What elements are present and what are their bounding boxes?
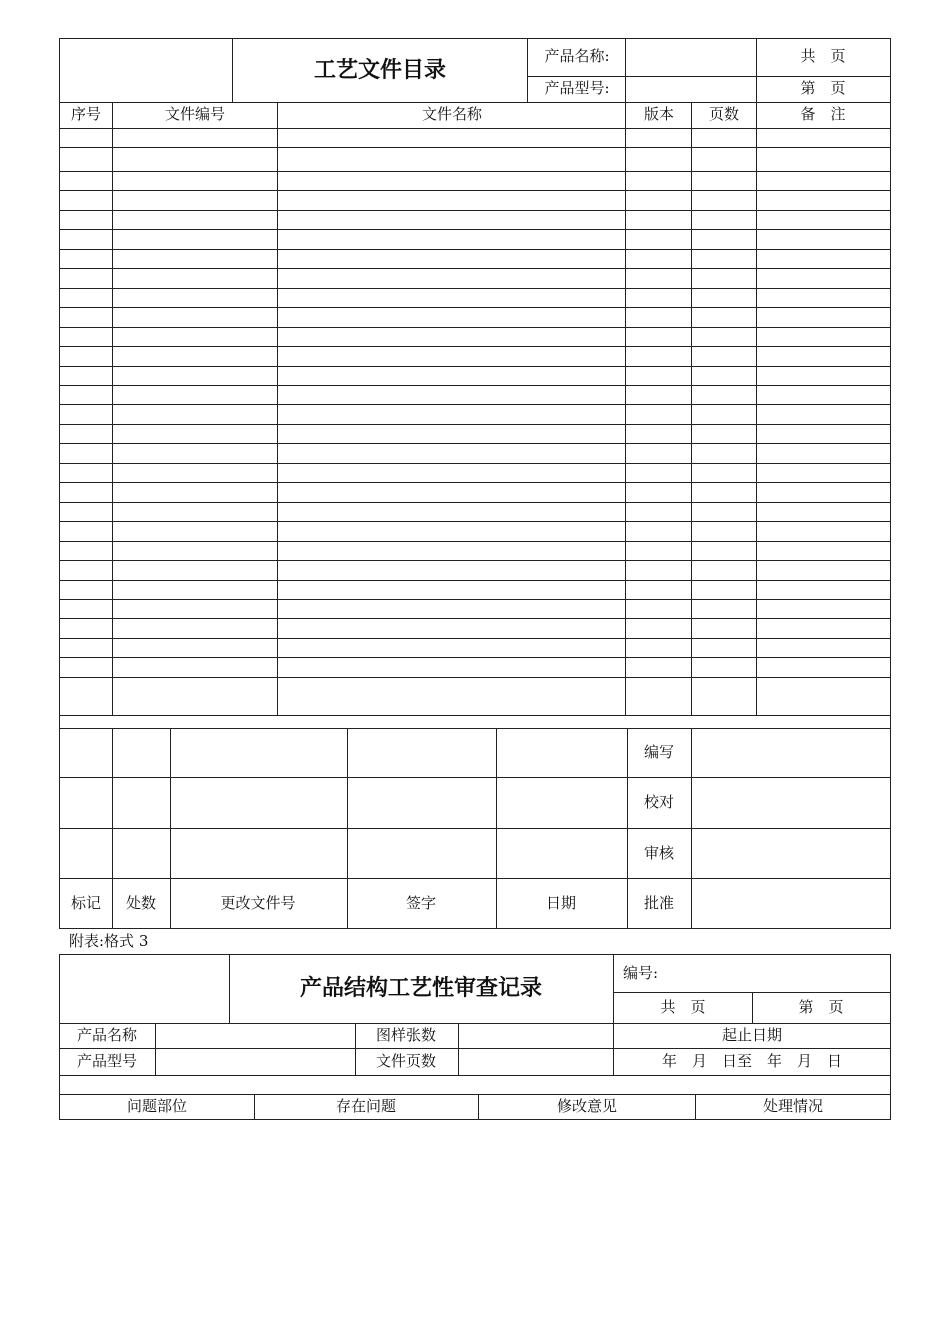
grid-line [347,728,348,929]
change-column-header: 签字 [405,894,437,912]
drawing-count-label: 图样张数 [375,1026,437,1044]
review-column-header: 处理情况 [762,1097,824,1115]
grid-line [59,728,891,729]
grid-line [625,38,626,102]
table-row-line [59,599,891,600]
table-row-line [59,657,891,658]
grid-line [458,1023,459,1075]
review-label: 审核 [643,844,675,862]
grid-line [625,102,626,715]
total-pages-label: 共 页 [800,47,846,65]
table-row-line [59,190,891,191]
grid-line [59,828,891,829]
grid-line [59,715,891,716]
approve-label: 批准 [643,894,675,912]
review-total-pages-label: 共 页 [660,998,706,1016]
appendix-caption: 附表:格式 3 [69,932,149,950]
grid-line [691,728,692,929]
review-column-header: 存在问题 [335,1097,397,1115]
table-row-line [59,677,891,678]
table-row-line [59,268,891,269]
table-row-line [59,128,891,129]
grid-line [59,102,891,103]
grid-line [155,1023,156,1075]
grid-line [59,1023,891,1024]
date-range-label: 起止日期 [721,1026,783,1044]
proofread-label: 校对 [643,793,675,811]
file-pages-label: 文件页数 [375,1052,437,1070]
grid-line [496,728,497,929]
table-row-line [59,307,891,308]
column-header: 页数 [708,105,740,123]
change-column-header: 处数 [125,894,157,912]
product-model-label: 产品型号: [544,79,610,97]
column-header: 文件名称 [421,105,483,123]
review-column-header: 问题部位 [126,1097,188,1115]
date-range-value: 年 月 日至 年 月 日 [661,1052,843,1070]
compile-label: 编写 [643,743,675,761]
grid-line [254,1094,255,1120]
table-row-line [59,327,891,328]
grid-line [691,102,692,715]
table-row-line [59,385,891,386]
grid-line [59,1075,891,1076]
table-row-line [59,580,891,581]
table-row-line [59,171,891,172]
change-column-header: 日期 [545,894,577,912]
grid-line [355,1023,356,1075]
grid-line [695,1094,696,1120]
grid-line [627,728,628,929]
grid-line [112,102,113,715]
table-row-line [59,147,891,148]
grid-line [59,878,891,879]
review-product-model-label: 产品型号 [76,1052,138,1070]
grid-line [229,954,230,1023]
page-number-label: 第 页 [800,79,846,97]
grid-line [756,38,757,102]
grid-line [756,102,757,715]
table-row-line [59,210,891,211]
grid-line [613,954,614,1075]
table-row-line [59,288,891,289]
grid-line [232,38,233,102]
table-row-line [59,424,891,425]
grid-line [59,777,891,778]
table-row-line [59,560,891,561]
grid-line [527,38,528,102]
directory-title: 工艺文件目录 [313,57,447,83]
review-column-header: 修改意见 [556,1097,618,1115]
table-row-line [59,366,891,367]
column-header: 版本 [643,105,675,123]
product-name-label: 产品名称: [544,47,610,65]
table-row-line [59,638,891,639]
grid-line [112,728,113,929]
record-number-label: 编号: [623,964,659,982]
review-product-name-label: 产品名称 [76,1026,138,1044]
change-column-header: 标记 [70,894,102,912]
column-header: 备 注 [800,105,846,123]
table-row-line [59,443,891,444]
table-row-line [59,463,891,464]
table-row-line [59,541,891,542]
column-header: 序号 [70,105,102,123]
table-row-line [59,229,891,230]
table-row-line [59,404,891,405]
grid-line [170,728,171,929]
review-record-title: 产品结构工艺性审查记录 [299,975,543,1001]
table-row-line [59,502,891,503]
change-column-header: 更改文件号 [220,894,296,912]
grid-line [752,992,753,1023]
table-row-line [59,249,891,250]
grid-line [59,1048,891,1049]
table-row-line [59,618,891,619]
grid-line [59,1094,891,1095]
grid-line [478,1094,479,1120]
grid-line [277,102,278,715]
column-header: 文件编号 [164,105,226,123]
review-page-number-label: 第 页 [798,998,844,1016]
table-row-line [59,482,891,483]
table-row-line [59,346,891,347]
grid-line [527,76,891,77]
table-row-line [59,521,891,522]
